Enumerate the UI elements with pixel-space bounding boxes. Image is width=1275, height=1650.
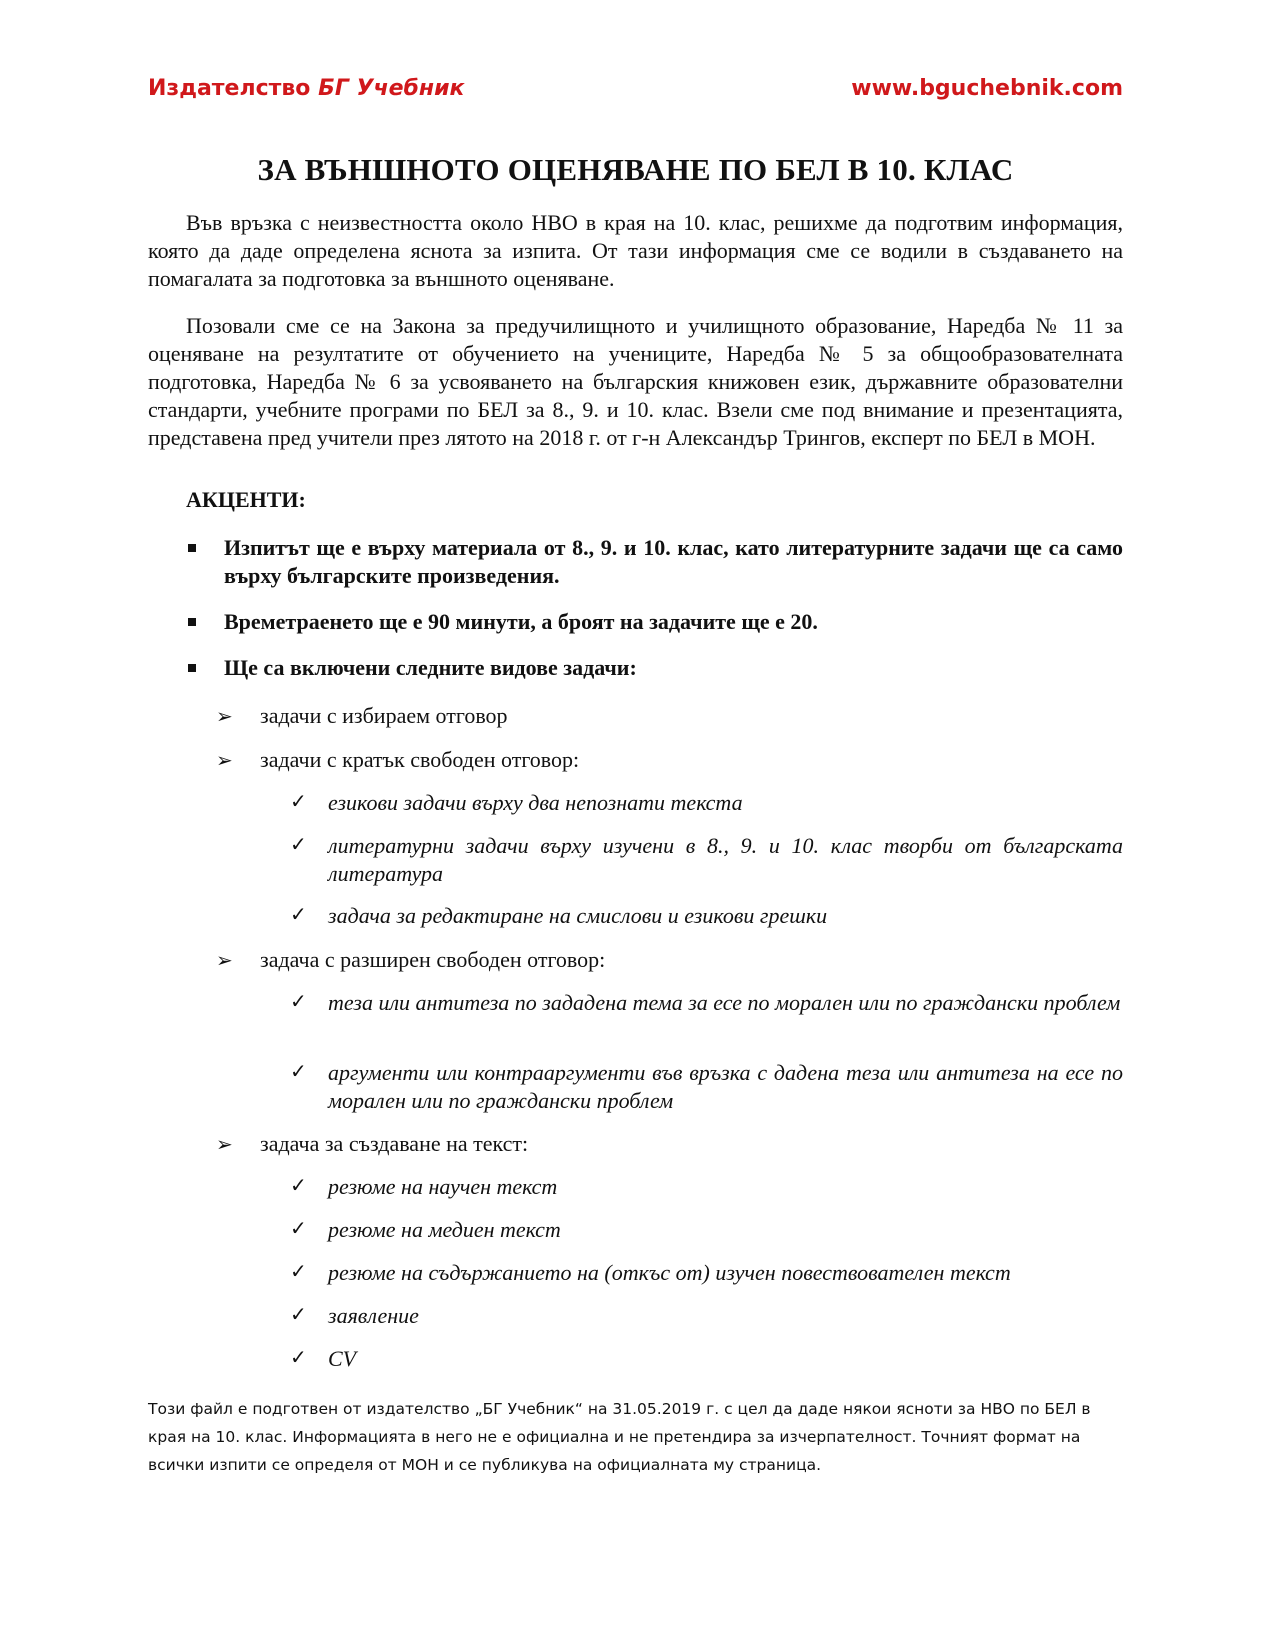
page-header: [148, 76, 1123, 106]
task-subitem-text: резюме на научен текст: [328, 1174, 558, 1199]
checkmark-icon: ✓: [290, 832, 307, 856]
document-title: ЗА ВЪНШНОТО ОЦЕНЯВАНЕ ПО БЕЛ В 10. КЛАС: [257, 152, 1014, 187]
arrow-bullet-icon: ➢: [216, 1132, 233, 1156]
arrow-bullet-icon: ➢: [216, 704, 233, 728]
checkmark-icon: ✓: [290, 1302, 307, 1326]
task-subitem-text: задача за редактиране на смислови и езикови грешки: [328, 903, 828, 928]
arrow-bullet-icon: ➢: [216, 748, 233, 772]
checkmark-icon: ✓: [290, 1259, 307, 1283]
intro-paragraph: Във връзка с неизвестността около НВО в края на 10. клас, решихме да подготвим информация, която да даде определена яснота за изпита. От тази информация сме се водили в създаването на помагалата за подготовка за външното оценяване.: [148, 210, 1123, 291]
arrow-bullet-icon: ➢: [216, 948, 233, 972]
task-type-label: задача с разширен свободен отговор:: [260, 947, 606, 972]
task-subitem-text: резюме на съдържанието на (откъс от) изучен повествователен текст: [328, 1260, 1011, 1285]
task-subitem-text: литературни задачи върху изучени в 8., 9. и 10. клас творби от българската литература: [328, 833, 1123, 886]
task-subitem-text: резюме на медиен текст: [328, 1217, 561, 1242]
checkmark-icon: ✓: [290, 1173, 307, 1197]
checkmark-icon: ✓: [290, 1059, 307, 1083]
bullet-text: Времетраенето ще е 90 минути, а броят на задачите ще е 20.: [224, 609, 818, 634]
checkmark-icon: ✓: [290, 1345, 307, 1369]
task-type-label: задача за създаване на текст:: [260, 1131, 529, 1156]
task-subitem-text: аргументи или контрааргументи във връзка с дадена теза или антитеза на есе по морален или по граждански проблем: [328, 1060, 1123, 1113]
publisher-name: [148, 76, 464, 101]
checkmark-icon: ✓: [290, 902, 307, 926]
task-subitem-text: езикови задачи върху два непознати текста: [328, 790, 743, 815]
square-bullet-icon: [188, 618, 196, 626]
publisher-brand: БГ Учебник: [318, 76, 465, 101]
square-bullet-icon: [188, 664, 196, 672]
publisher-prefix: Издателство: [148, 76, 319, 101]
accents-heading: АКЦЕНТИ:: [186, 487, 306, 512]
square-bullet-icon: [188, 544, 196, 552]
bullet-text: Изпитът ще е върху материала от 8., 9. и 10. клас, като литературните задачи ще са само върху българските произведения.: [224, 535, 1123, 588]
checkmark-icon: ✓: [290, 1216, 307, 1240]
bullet-text: Ще са включени следните видове задачи:: [224, 655, 637, 680]
task-subitem-text: CV: [328, 1346, 357, 1371]
checkmark-icon: ✓: [290, 789, 307, 813]
task-type-label: задачи с кратък свободен отговор:: [260, 747, 580, 772]
checkmark-icon: ✓: [290, 989, 307, 1013]
task-subitem-text: теза или антитеза по зададена тема за есе по морален или по граждански проблем: [328, 990, 1121, 1015]
task-subitem-text: заявление: [328, 1303, 419, 1328]
sources-paragraph: Позовали сме се на Закона за предучилищното и училищното образование, Наредба № 11 за оценяване на резултатите от обучението на учениците, Наредба № 5 за общообразователната подготовка, Наредба № 6 за усвояването на българския книжовен език, държавните образователни стандарти, учебните програми по БЕЛ за 8., 9. и 10. клас. Взели сме под внимание и презентацията, представена пред учители през лятото на 2018 г. от г-н Александър Трингов, експерт по БЕЛ в МОН.: [148, 313, 1123, 450]
task-type-label: задачи с избираем отговор: [260, 703, 508, 728]
website-link[interactable]: www.bguchebnik.com: [851, 76, 1123, 101]
disclaimer-footer: Този файл е подготвен от издателство „БГ Учебник“ на 31.05.2019 г. с цел да даде някои яснoти за НВО по БЕЛ в края на 10. клас. Информацията в него не е официална и не претендира за изчерпателност. Точният формат на всички изпити се определя от МОН и се публикува на официалната му страница.: [148, 1400, 1091, 1474]
